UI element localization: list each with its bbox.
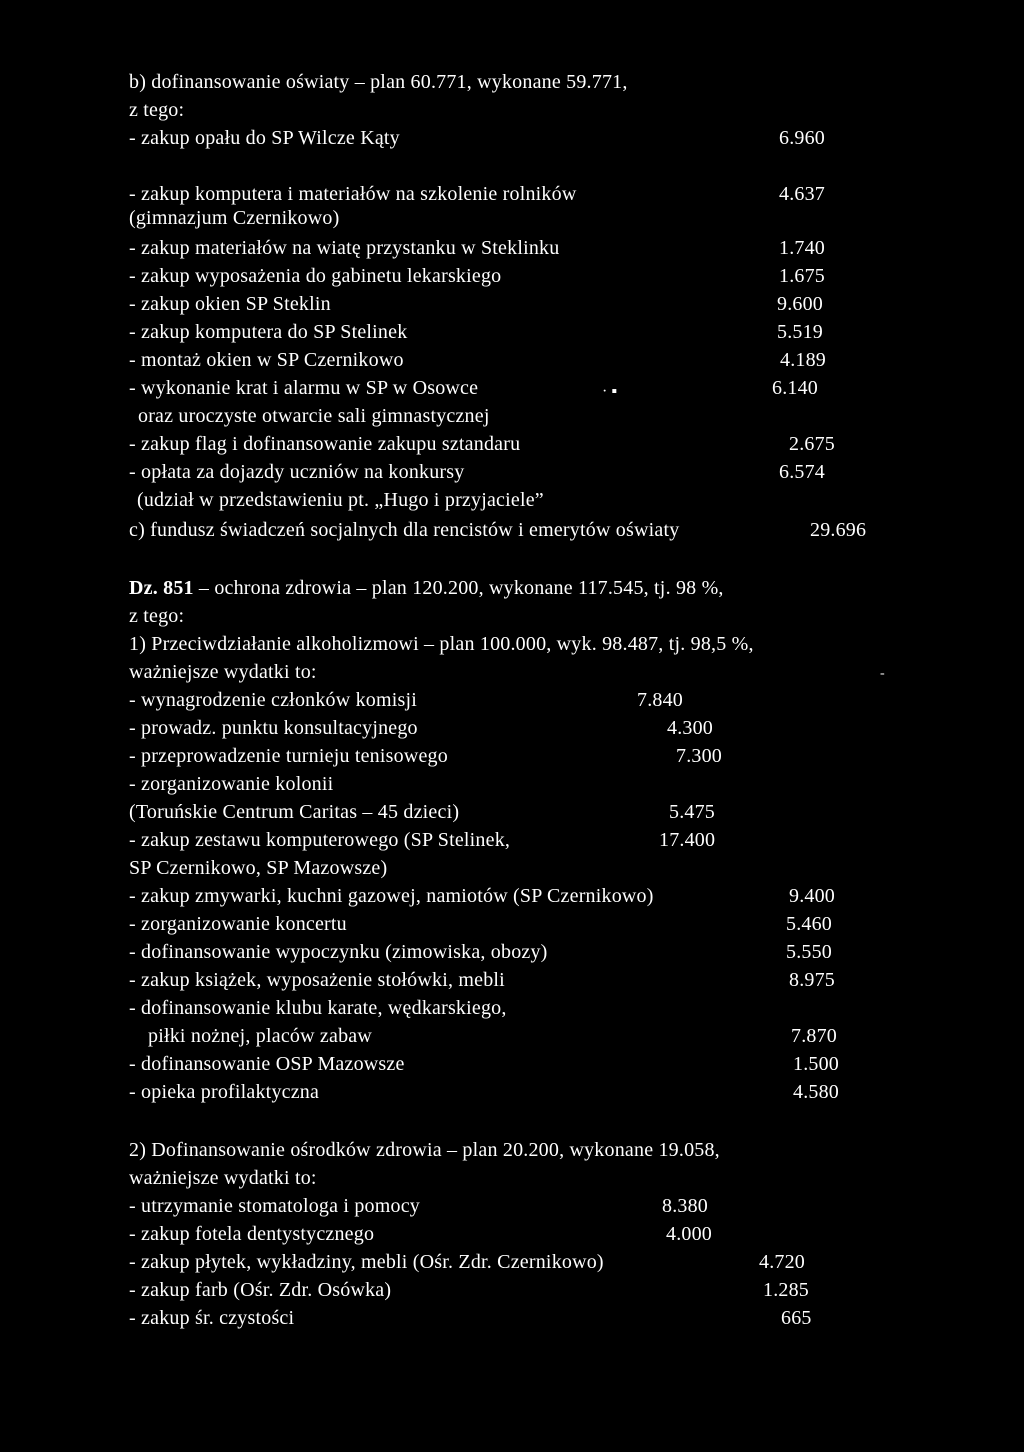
item-value: 4.637 [779,183,825,205]
item-label: - dofinansowanie wypoczynku (zimowiska, obozy) [129,941,548,963]
section-c-row [129,518,889,542]
list-item [129,912,889,936]
item-label: - zakup komputera do SP Stelinek [129,321,408,343]
item-label: (Toruńskie Centrum Caritas – 45 dzieci) [129,801,460,823]
list-item [129,968,889,992]
dz-851-heading [129,576,724,600]
item-label: - zakup flag i dofinansowanie zakupu sztandaru [129,433,521,455]
item-value: 2.675 [789,433,835,455]
section-b-heading: b) dofinansowanie oświaty – plan 60.771, wykonane 59.771, [129,71,628,93]
item-label: - opieka profilaktyczna [129,1081,320,1103]
section-b-z-tego: z tego: [129,99,185,121]
item-value: 8.975 [789,969,835,991]
item-value: 7.840 [637,689,683,711]
item-value: 5.550 [786,941,832,963]
list-item [129,126,869,150]
item-label: - dofinansowanie OSP Mazowsze [129,1053,405,1075]
item-label: - dofinansowanie klubu karate, wędkarskiego, [129,997,507,1019]
list-item [129,688,869,712]
item-label: - zakup zestawu komputerowego (SP Stelinek, [129,829,511,851]
item-value: 8.380 [662,1195,708,1217]
item-label: - opłata za dojazdy uczniów na konkursy [129,461,465,483]
item-label: - montaż okien w SP Czernikowo [129,349,404,371]
list-item [129,432,869,456]
list-item [129,460,869,484]
dz-851-description: – ochrona zdrowia – plan 120.200, wykonane 117.545, tj. 98 %, [193,577,724,599]
list-item [148,1024,888,1048]
list-item [129,1250,889,1274]
item-value: 17.400 [659,829,716,851]
item-label: - zakup okien SP Steklin [129,293,331,315]
item-value: 7.300 [676,745,722,767]
list-item [129,1080,889,1104]
list-item [129,884,889,908]
item-value: 5.519 [777,321,823,343]
list-item [129,856,869,880]
list-item [129,996,889,1020]
section-c-label: c) fundusz świadczeń socjalnych dla rencistów i emerytów oświaty [129,519,680,541]
item-label: - zakup fotela dentystycznego [129,1223,375,1245]
item-label: (gimnazjum Czernikowo) [129,207,340,229]
item-label: - zakup opału do SP Wilcze Kąty [129,127,400,149]
item-value: 6.574 [779,461,825,483]
dz-851-code: Dz. 851 [129,577,194,599]
item-label: - utrzymanie stomatologa i pomocy [129,1195,420,1217]
list-item [129,320,869,344]
list-item [129,940,889,964]
dz-851-z-tego: z tego: [129,605,185,627]
list-item [129,744,869,768]
item-label: - prowadz. punktu konsultacyjnego [129,717,418,739]
item-value: 5.475 [669,801,715,823]
item-label: (udział w przedstawieniu pt. „Hugo i przyjaciele” [137,489,544,511]
list-item [129,828,869,852]
list-item [129,1306,889,1330]
list-item [129,182,869,206]
item-value: 4.189 [780,349,826,371]
item-value: 5.460 [786,913,832,935]
list-item [129,264,869,288]
item-label: piłki nożnej, placów zabaw [148,1025,373,1047]
list-item [129,292,869,316]
item-label: - zorganizowanie koncertu [129,913,347,935]
list-item [129,716,869,740]
item-label: - wynagrodzenie członków komisji [129,689,417,711]
item-value: 1.740 [779,237,825,259]
item-value: 4.000 [666,1223,712,1245]
item-value: 1.675 [779,265,825,287]
list-item [129,348,869,372]
item-label: SP Czernikowo, SP Mazowsze) [129,857,388,879]
item-value: 7.870 [791,1025,837,1047]
stray-mark: - [880,666,885,681]
list-item [129,800,869,824]
list-item [129,236,869,260]
sub1-heading: 1) Przeciwdziałanie alkoholizmowi – plan 100.000, wyk. 98.487, tj. 98,5 %, [129,633,754,655]
item-value: 4.720 [759,1251,805,1273]
list-item [129,1278,889,1302]
item-value: 9.600 [777,293,823,315]
list-item [129,206,869,230]
item-label: - przeprowadzenie turnieju tenisowego [129,745,448,767]
item-label: - wykonanie krat i alarmu w SP w Osowce [129,377,479,399]
item-label: - zakup farb (Ośr. Zdr. Osówka) [129,1279,392,1301]
item-label: - zakup zmywarki, kuchni gazowej, namiotów (SP Czernikowo) [129,885,654,907]
sub2-subheading: ważniejsze wydatki to: [129,1167,317,1189]
item-label: - zakup płytek, wykładziny, mebli (Ośr. Zdr. Czernikowo) [129,1251,604,1273]
item-label: - zakup śr. czystości [129,1307,295,1329]
item-label: - zakup materiałów na wiatę przystanku w Steklinku [129,237,560,259]
item-label: - zorganizowanie kolonii [129,773,334,795]
item-value: 6.960 [779,127,825,149]
list-item [129,376,869,400]
sub2-heading: 2) Dofinansowanie ośrodków zdrowia – plan 20.200, wykonane 19.058, [129,1139,720,1161]
list-item [129,1194,869,1218]
item-label: - zakup komputera i materiałów na szkolenie rolników [129,183,577,205]
list-item [137,488,877,512]
item-label: - zakup książek, wyposażenie stołówki, mebli [129,969,505,991]
list-item [129,1222,869,1246]
item-value: 1.285 [763,1279,809,1301]
list-item [129,772,869,796]
item-value: 4.580 [793,1081,839,1103]
list-item [138,404,878,428]
item-value: 4.300 [667,717,713,739]
section-c-value: 29.696 [810,519,867,541]
stray-mark: · ▪ [602,383,617,400]
item-label: oraz uroczyste otwarcie sali gimnastycznej [138,405,490,427]
list-item [129,1052,889,1076]
item-value: 6.140 [772,377,818,399]
item-value: 665 [781,1307,812,1329]
item-value: 1.500 [793,1053,839,1075]
item-label: - zakup wyposażenia do gabinetu lekarskiego [129,265,502,287]
item-value: 9.400 [789,885,835,907]
sub1-subheading: ważniejsze wydatki to: [129,661,317,683]
